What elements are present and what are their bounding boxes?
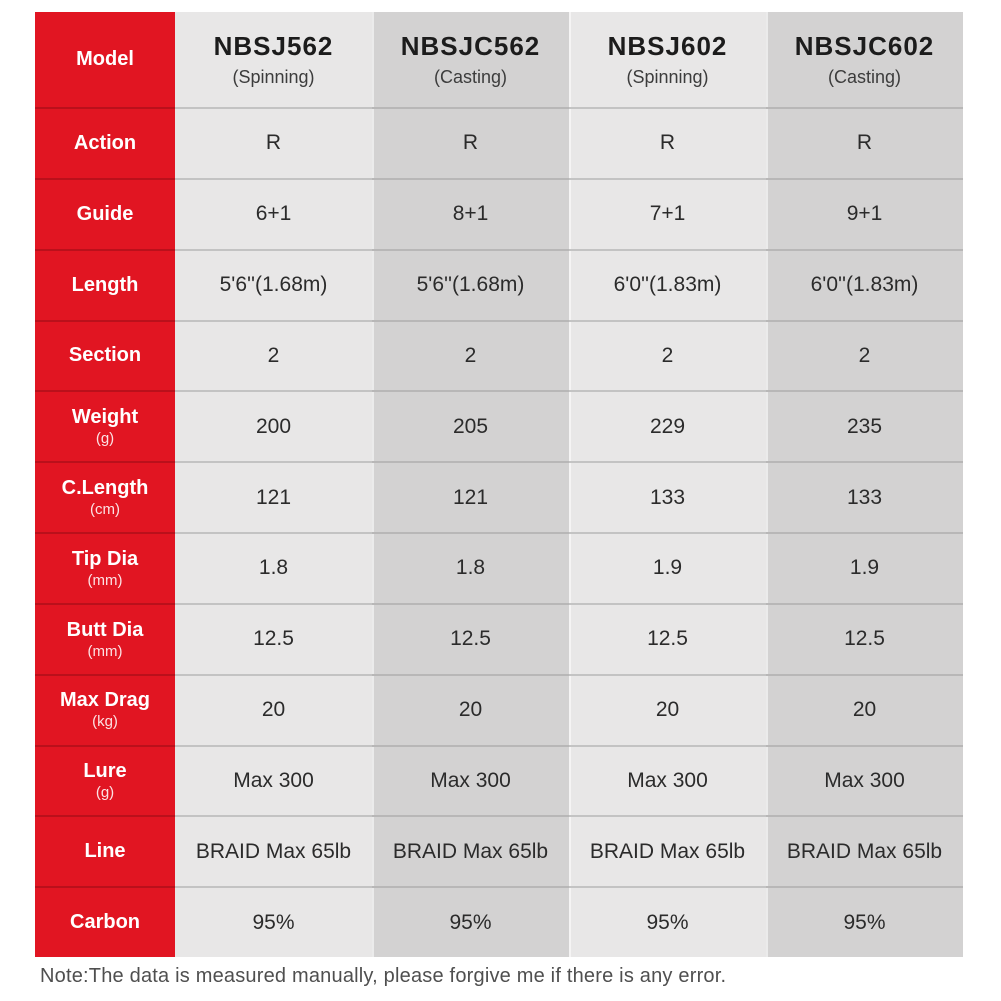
spec-value-cell: R (372, 107, 569, 178)
row-label-text: Line (84, 840, 126, 863)
model-subtype: (Spinning) (626, 66, 709, 87)
model-header-cell (372, 12, 569, 107)
model-subtype: (Casting) (433, 66, 508, 87)
spec-value-cell: BRAID Max 65lb (569, 815, 766, 886)
spec-value-cell: R (175, 107, 372, 178)
spec-value-cell: Max 300 (372, 745, 569, 816)
row-label-text: Weight (71, 406, 139, 429)
row-label-text: Section (68, 344, 142, 367)
row-label-unit: (mm) (87, 571, 123, 589)
spec-value-cell: 121 (175, 461, 372, 532)
spec-value-cell: 2 (569, 320, 766, 391)
row-label-unit: (mm) (87, 642, 123, 660)
row-label-cell (35, 320, 175, 391)
row-label-text: C.Length (61, 476, 149, 499)
row-label-unit: (g) (95, 430, 115, 448)
spec-value-cell: 2 (766, 320, 963, 391)
spec-value-cell: 1.9 (569, 532, 766, 603)
spec-value-cell: 12.5 (175, 603, 372, 674)
spec-value-cell: 20 (766, 674, 963, 745)
row-label-cell (35, 745, 175, 816)
spec-value-cell: 6+1 (175, 178, 372, 249)
spec-value-cell: 12.5 (766, 603, 963, 674)
spec-value-cell: Max 300 (175, 745, 372, 816)
model-header-cell (175, 12, 372, 107)
spec-value-cell: Max 300 (569, 745, 766, 816)
spec-value-cell: 20 (569, 674, 766, 745)
row-label-text: Length (71, 273, 139, 296)
row-label-cell (35, 532, 175, 603)
spec-value-cell: 95% (569, 886, 766, 957)
note-text: Note:The data is measured manually, please forgive me if there is any error. (40, 965, 727, 987)
spec-value-cell: BRAID Max 65lb (175, 815, 372, 886)
spec-value-cell: 121 (372, 461, 569, 532)
row-label-text: Carbon (70, 911, 140, 934)
row-label-text: Guide (76, 202, 134, 225)
model-name: NBSJC602 (794, 30, 935, 61)
spec-value-cell: Max 300 (766, 745, 963, 816)
spec-value-cell: 229 (569, 390, 766, 461)
row-label-unit: (g) (95, 784, 115, 802)
spec-value-cell: 235 (766, 390, 963, 461)
row-label-cell (35, 603, 175, 674)
spec-value-cell: R (766, 107, 963, 178)
spec-value-cell: 1.9 (766, 532, 963, 603)
spec-value-cell: 1.8 (372, 532, 569, 603)
model-header-cell (569, 12, 766, 107)
model-header-cell (766, 12, 963, 107)
spec-value-cell: 200 (175, 390, 372, 461)
spec-value-cell: 1.8 (175, 532, 372, 603)
spec-value-cell: 2 (372, 320, 569, 391)
spec-value-cell: 133 (569, 461, 766, 532)
model-name: NBSJ602 (607, 30, 728, 61)
row-label-cell (35, 390, 175, 461)
row-header-model-text: Model (76, 48, 134, 70)
row-label-cell (35, 461, 175, 532)
spec-value-cell: 12.5 (569, 603, 766, 674)
spec-value-cell: 20 (175, 674, 372, 745)
spec-value-cell: 95% (372, 886, 569, 957)
row-label-cell (35, 249, 175, 320)
spec-value-cell: BRAID Max 65lb (766, 815, 963, 886)
row-header-model-label (35, 12, 175, 107)
spec-value-cell: 6'0''(1.83m) (766, 249, 963, 320)
row-label-text: Max Drag (59, 689, 151, 712)
spec-value-cell: 5'6''(1.68m) (372, 249, 569, 320)
row-label-cell (35, 886, 175, 957)
row-label-text: Action (73, 131, 137, 154)
spec-value-cell: 9+1 (766, 178, 963, 249)
spec-value-cell: 12.5 (372, 603, 569, 674)
spec-value-cell: 133 (766, 461, 963, 532)
row-label-unit: (cm) (90, 500, 120, 518)
row-label-cell (35, 107, 175, 178)
model-name: NBSJ562 (213, 30, 334, 61)
spec-value-cell: R (569, 107, 766, 178)
model-subtype: (Casting) (827, 66, 902, 87)
row-label-text: Tip Dia (71, 547, 139, 570)
spec-value-cell: 8+1 (372, 178, 569, 249)
spec-value-cell: 6'0''(1.83m) (569, 249, 766, 320)
spec-value-cell: BRAID Max 65lb (372, 815, 569, 886)
spec-value-cell: 95% (766, 886, 963, 957)
model-subtype: (Spinning) (232, 66, 315, 87)
row-label-cell (35, 178, 175, 249)
row-label-unit: (kg) (92, 713, 118, 731)
spec-value-cell: 7+1 (569, 178, 766, 249)
spec-value-cell: 205 (372, 390, 569, 461)
spec-table (35, 12, 963, 957)
row-label-text: Lure (83, 760, 127, 783)
row-label-cell (35, 815, 175, 886)
model-name: NBSJC562 (400, 30, 541, 61)
spec-value-cell: 2 (175, 320, 372, 391)
spec-value-cell: 95% (175, 886, 372, 957)
row-label-text: Butt Dia (66, 618, 144, 641)
spec-value-cell: 5'6''(1.68m) (175, 249, 372, 320)
spec-value-cell: 20 (372, 674, 569, 745)
row-label-cell (35, 674, 175, 745)
